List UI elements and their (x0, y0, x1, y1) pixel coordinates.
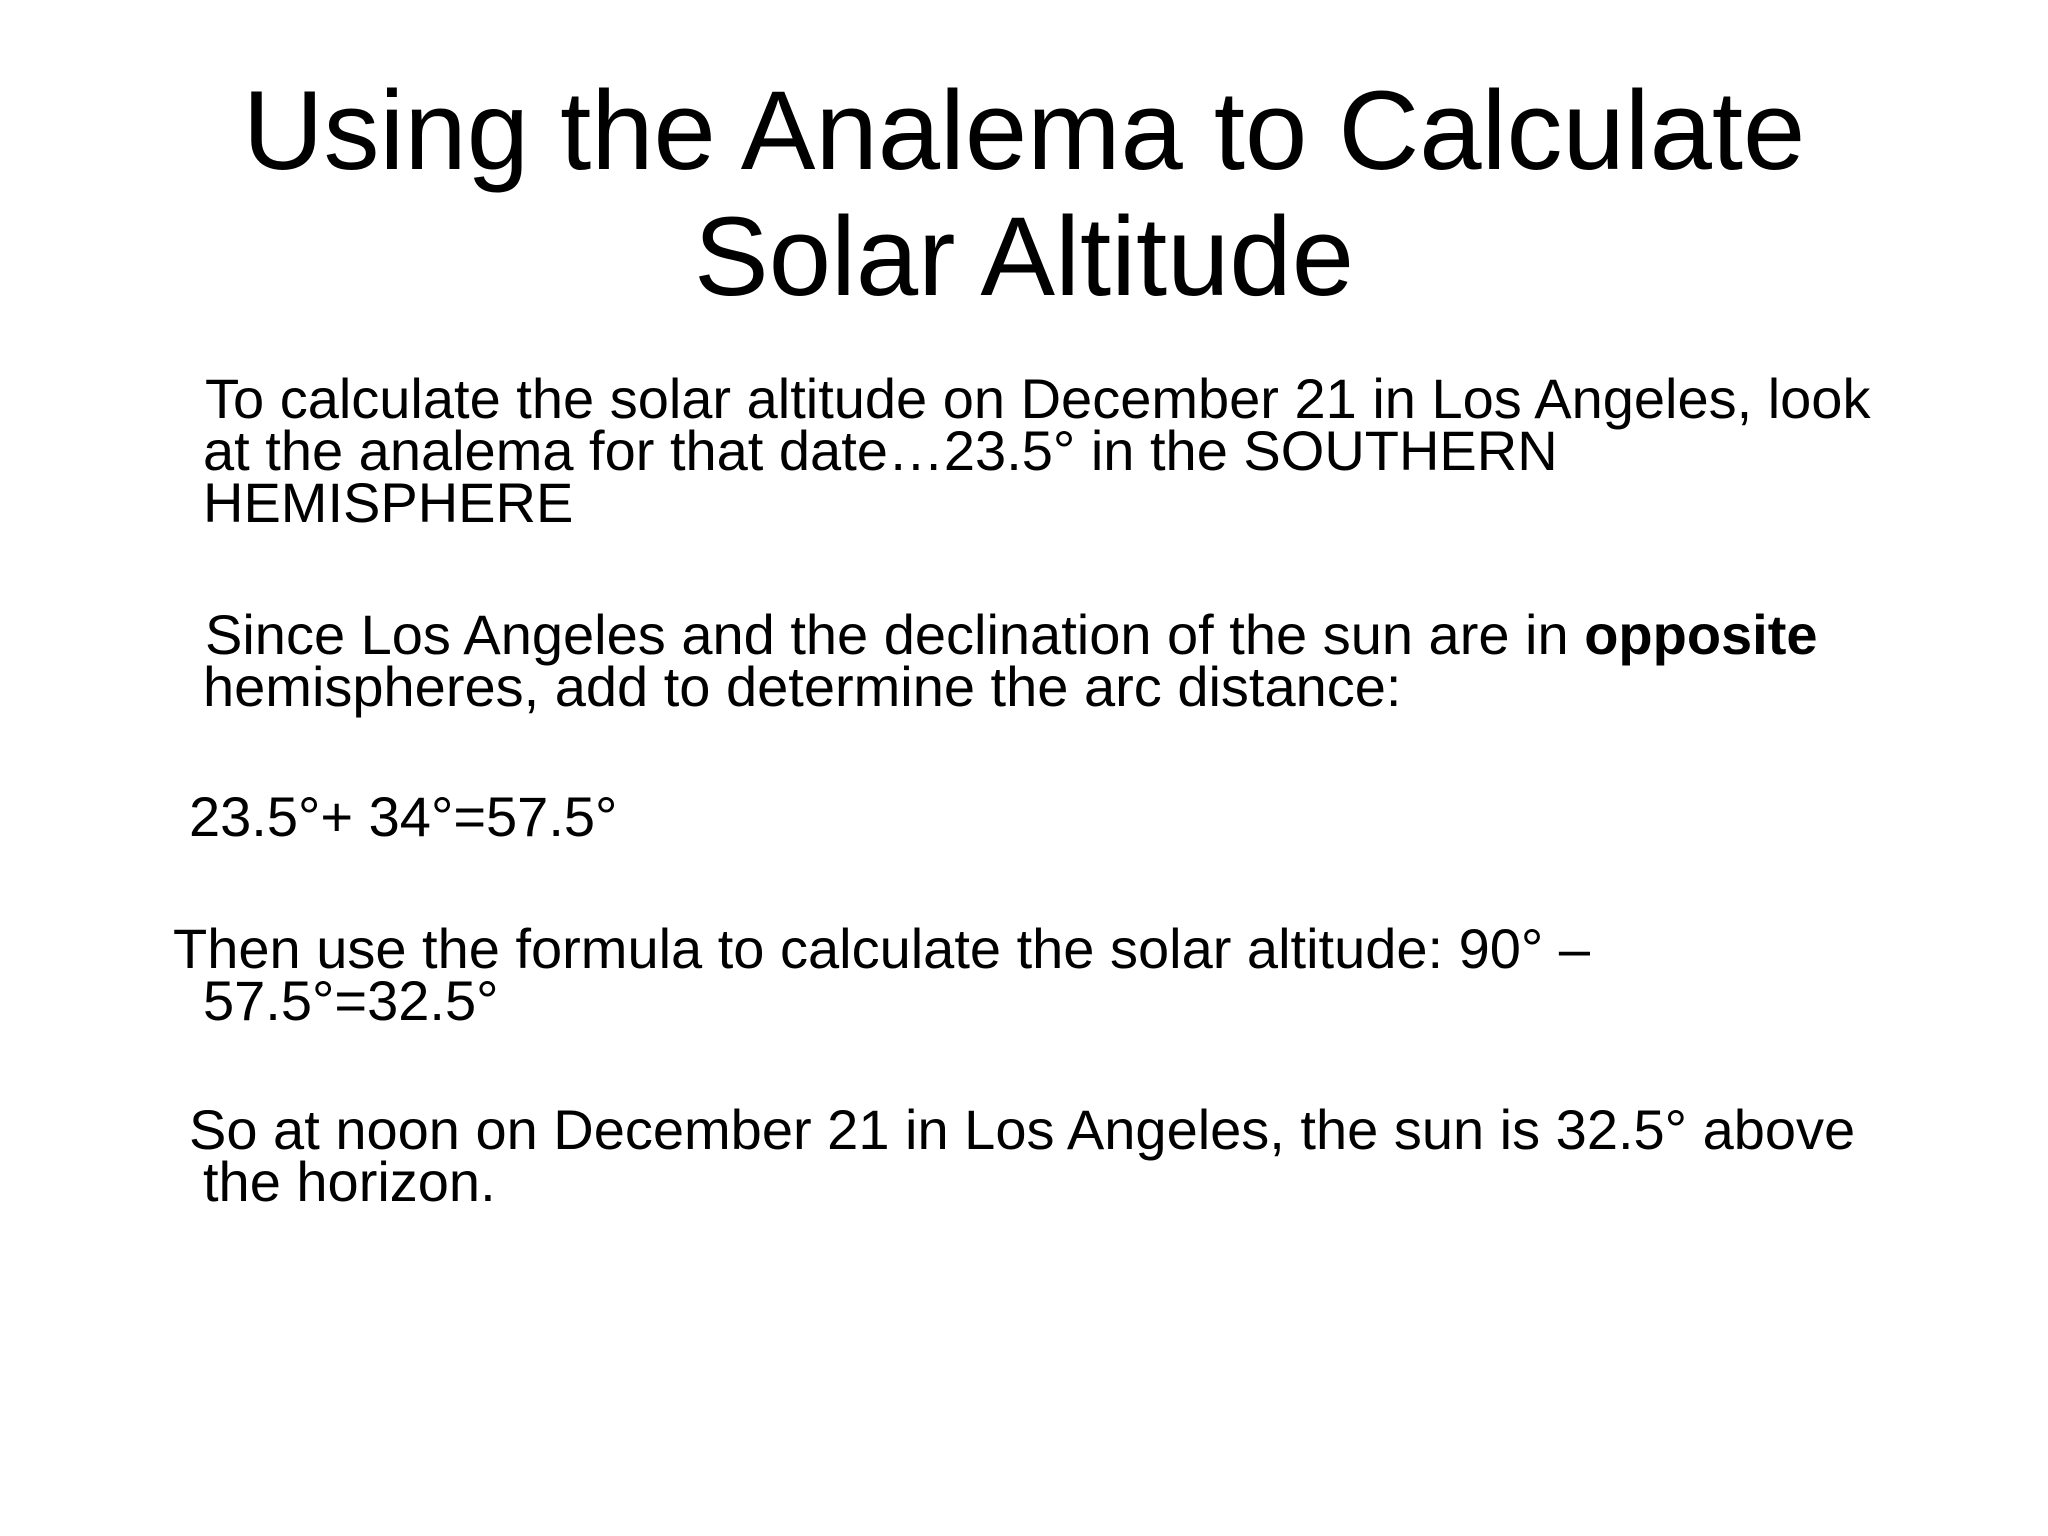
paragraph-2-line-1 (0, 603, 1818, 666)
paragraph-analema-lookup (0, 367, 1871, 534)
equation-arc-distance: 23.5°+ 34°=57.5° (189, 785, 618, 848)
paragraph-5-line-1: So at noon on December 21 in Los Angeles, the sun is 32.5° above (189, 1098, 1856, 1161)
paragraph-1-line-2: at the analema for that date…23.5° in the SOUTHERN (203, 419, 1558, 482)
paragraph-2-prefix: Since Los Angeles and the declination of the sun are in (205, 603, 1585, 666)
paragraph-2-bold-word: opposite (1584, 603, 1818, 666)
paragraph-conclusion (0, 1098, 1856, 1213)
paragraph-formula (0, 917, 1591, 1032)
paragraph-2-line-2: hemispheres, add to determine the arc distance: (203, 655, 1402, 718)
title-line-1: Using the Analema to Calculate (242, 68, 1806, 193)
paragraph-4-line-1: Then use the formula to calculate the solar altitude: 90° – (173, 917, 1591, 980)
paragraph-4-line-2: 57.5°=32.5° (203, 969, 499, 1032)
slide-title (0, 68, 2048, 320)
paragraph-opposite-hemispheres (0, 603, 1818, 718)
paragraph-5-line-2: the horizon. (203, 1150, 496, 1213)
title-line-2: Solar Altitude (694, 194, 1354, 319)
paragraph-1-line-3: HEMISPHERE (203, 471, 574, 534)
paragraph-1-line-1: To calculate the solar altitude on December 21 in Los Angeles, look (205, 367, 1871, 430)
